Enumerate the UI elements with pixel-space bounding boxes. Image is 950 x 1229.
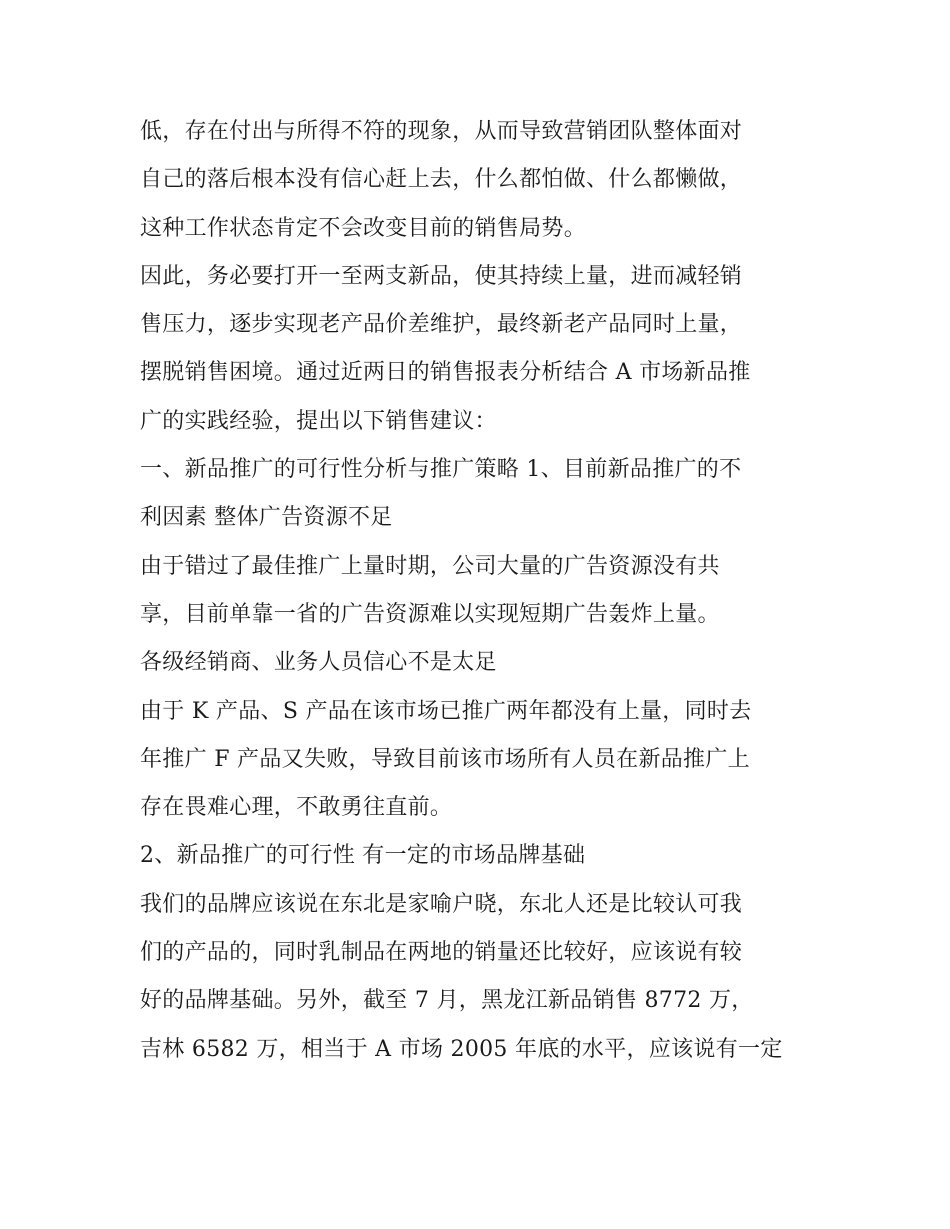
text-line: 售压力，逐步实现老产品价差维护，最终新老产品同时上量，: [140, 312, 743, 338]
text-line: 享，目前单靠一省的广告资源难以实现短期广告轰炸上量。: [140, 601, 720, 627]
text-line: 年推广 F 产品又失败，导致目前该市场所有人员在新品推广上: [140, 746, 750, 772]
text-line: 存在畏难心理，不敢勇往直前。: [140, 795, 453, 821]
text-line: 低，存在付出与所得不符的现象，从而导致营销团队整体面对: [140, 119, 743, 144]
text-line: 由于错过了最佳推广上量时期，公司大量的广告资源没有共: [140, 553, 720, 579]
text-line: 摆脱销售困境。通过近两日的销售报表分析结合 A 市场新品推: [140, 360, 751, 386]
text-line: 因此，务必要打开一至两支新品，使其持续上量，进而减轻销: [140, 263, 743, 289]
section-heading-line: 利因素 整体广告资源不足: [140, 505, 393, 531]
text-line: 广的实践经验，提出以下销售建议：: [140, 408, 497, 434]
text-line: 自己的落后根本没有信心赶上去，什么都怕做、什么都懒做，: [140, 167, 743, 193]
text-line: 们的产品的，同时乳制品在两地的销量还比较好，应该说有较: [140, 940, 743, 966]
text-line: 我们的品牌应该说在东北是家喻户晓，东北人还是比较认可我: [140, 891, 743, 917]
text-line: 好的品牌基础。另外，截至 7 月，黑龙江新品销售 8772 万，: [140, 988, 754, 1014]
section-heading-line: 一、新品推广的可行性分析与推广策略 1、目前新品推广的不: [140, 457, 742, 483]
body-text: [140, 108, 820, 1074]
text-line: 吉林 6582 万，相当于 A 市场 2005 年底的水平，应该说有一定: [140, 1036, 783, 1062]
subheading-line: 各级经销商、业务人员信心不是太足: [140, 650, 497, 676]
text-line: 这种工作状态肯定不会改变目前的销售局势。: [140, 215, 587, 241]
subheading-line: 2、新品推广的可行性 有一定的市场品牌基础: [140, 843, 586, 869]
text-line: 由于 K 产品、S 产品在该市场已推广两年都没有上量，同时去: [140, 698, 752, 724]
